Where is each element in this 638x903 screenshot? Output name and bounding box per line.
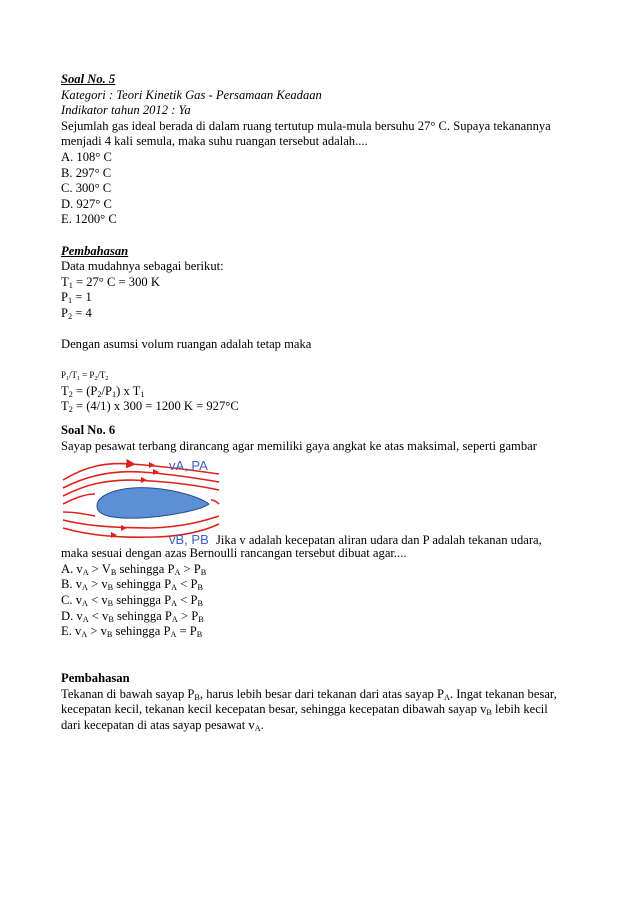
pembahasan5-equation-1: $P_1/T_1 = P_2/T_2$ [61,370,109,383]
pembahasan6-line-1: Tekanan di bawah sayap $P_B$, harus lebih besar dari tekanan dari atas sayap $P_A$. Ingat tekanan besar, [61,686,557,702]
soal6-question-line-1: Sayap pesawat terbang dirancang agar memiliki gaya angkat ke atas maksimal, seperti gambar [61,438,537,453]
figure-label-bottom: vB, PB [169,532,209,547]
pembahasan5-title: Pembahasan [61,243,129,258]
soal6-title: Soal No. 6 [61,423,116,438]
pembahasan5-equation-2: $T_2 = (P_2/P_1)$ x $T_1$ [61,383,145,399]
pembahasan6-line-3: dari kecepatan di atas sayap pesawat $v_A$. [61,717,264,733]
pembahasan5-intro: Data mudahnya sebagai berikut: [61,259,224,274]
pembahasan5-p1: $P_1 = 1$ [61,290,92,306]
soal5-option-e: E. 1200° C [61,212,117,227]
soal5-question-line-2: menjadi 4 kali semula, maka suhu ruangan tersebut adalah.... [61,134,368,149]
soal6-option-a: A. $v_A > V_B$ sehingga $P_A > P_B$ [61,561,207,577]
soal5-indikator: Indikator tahun 2012 : Ya [61,103,191,118]
pembahasan5-t1: $T_1 = 27^\circ$ C = 300 K [61,274,160,290]
soal6-option-c: C. $v_A < v_B$ sehingga $P_A < P_B$ [61,593,203,609]
soal5-title: Soal No. 5 [61,72,116,86]
soal6-option-e: E. $v_A > v_B$ sehingga $P_A = P_B$ [61,624,203,640]
airfoil-figure-row [61,454,581,546]
pembahasan6-title: Pembahasan [61,671,130,685]
soal5-option-d: D. 927° C [61,196,112,211]
soal6-question-line-2: Jika v adalah kecepatan aliran udara dan P adalah tekanan udara, [216,532,542,547]
wing-shape [97,488,209,518]
pembahasan6-line-2: kecepatan kecil, tekanan kecil kecepatan besar, sehingga kecepatan dibawah sayap $v_B$ lebih kecil [61,702,548,718]
pembahasan5-p2: $P_2 = 4$ [61,305,92,321]
soal5-kategori: Kategori : Teori Kinetik Gas - Persamaan Keadaan [61,87,322,102]
soal6-question-line-3: maka sesuai dengan azas Bernoulli rancangan tersebut dibuat agar.... [61,546,407,561]
pembahasan5-equation-3: $T_2 = (4/1)$ x 300 = 1200 K = 927°C [61,399,239,415]
soal5-option-b: B. 297° C [61,165,112,180]
figure-label-top: vA, PA [169,458,208,474]
soal6-option-d: D. $v_A < v_B$ sehingga $P_A > P_B$ [61,608,204,624]
soal5-question-line-1: Sejumlah gas ideal berada di dalam ruang tertutup mula-mula bersuhu 27° C. Supaya tekanannya [61,118,551,133]
pembahasan5-asumsi: Dengan asumsi volum ruangan adalah tetap maka [61,337,312,352]
airfoil-streamline-diagram [61,456,221,546]
soal5-option-c: C. 300° C [61,181,112,196]
soal5-option-a: A. 108° C [61,149,112,164]
document-page [61,72,581,733]
soal6-option-b: B. $v_A > v_B$ sehingga $P_A < P_B$ [61,577,203,593]
